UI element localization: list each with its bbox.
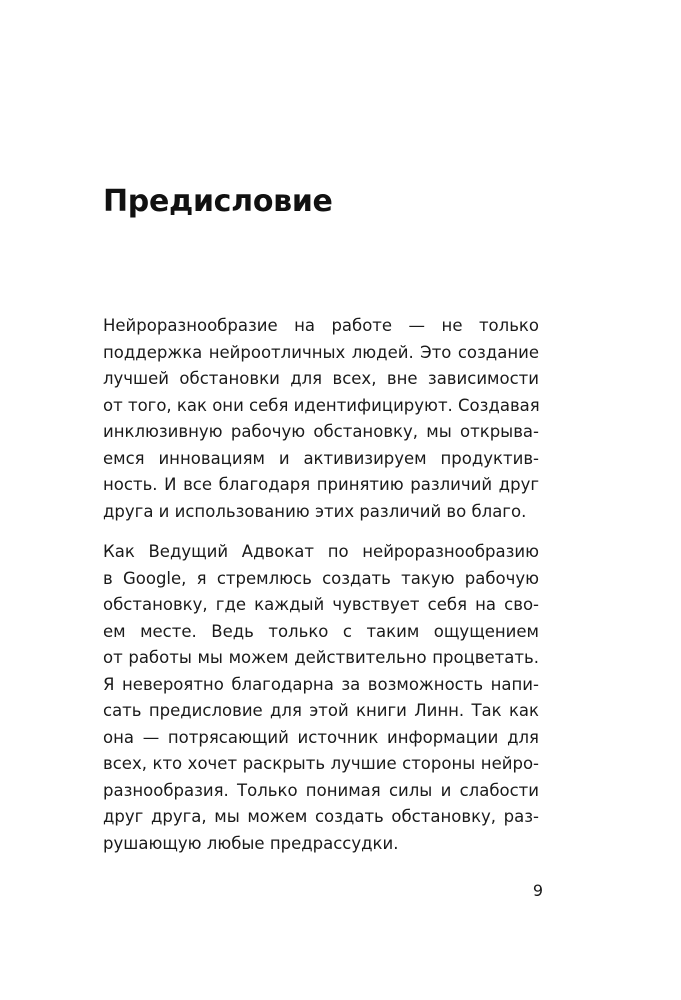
text-line: поддержка нейроотличных людей. Это создание	[103, 342, 539, 362]
text-line: она — потрясающий источник информации для	[103, 727, 539, 747]
text-line: ность. И все благодаря принятию различий друг	[103, 475, 539, 494]
text-line: друга и использованию этих различий во благо.	[103, 501, 527, 521]
text-line: лучшей обстановки для всех, вне зависимости	[103, 369, 539, 388]
text-line: в Google, я стремлюсь создать такую рабочую	[103, 568, 539, 588]
text-line: сать предисловие для этой книги Линн. Так как	[103, 701, 539, 720]
text-line: от того, как они себя идентифицируют. Создавая	[103, 395, 540, 415]
text-line: всех, кто хочет раскрыть лучшие стороны нейро-	[103, 754, 539, 773]
paragraph-2	[103, 539, 539, 857]
text-line: друг друга, мы можем создать обстановку, раз-	[103, 807, 539, 826]
page-number: 9	[532, 881, 543, 900]
text-line: обстановку, где каждый чувствует себя на сво-	[103, 595, 539, 614]
text-line: Как Ведущий Адвокат по нейроразнообразию	[103, 542, 539, 561]
text-line: от работы мы можем действительно процветать.	[103, 648, 539, 667]
page-title: Предисловие	[103, 184, 333, 219]
text-line: разнообразия. Только понимая силы и слабости	[103, 780, 539, 800]
text-line: Нейроразнообразие на работе — не только	[103, 316, 539, 335]
text-line: ем месте. Ведь только с таким ощущением	[103, 621, 539, 641]
text-line: инклюзивную рабочую обстановку, мы открыва-	[103, 422, 539, 441]
text-line: рушающую любые предрассудки.	[103, 833, 399, 853]
paragraph-1	[103, 313, 539, 525]
text-line: Я невероятно благодарна за возможность напи-	[103, 674, 539, 694]
text-line: емся инновациям и активизируем продуктив-	[103, 448, 539, 468]
